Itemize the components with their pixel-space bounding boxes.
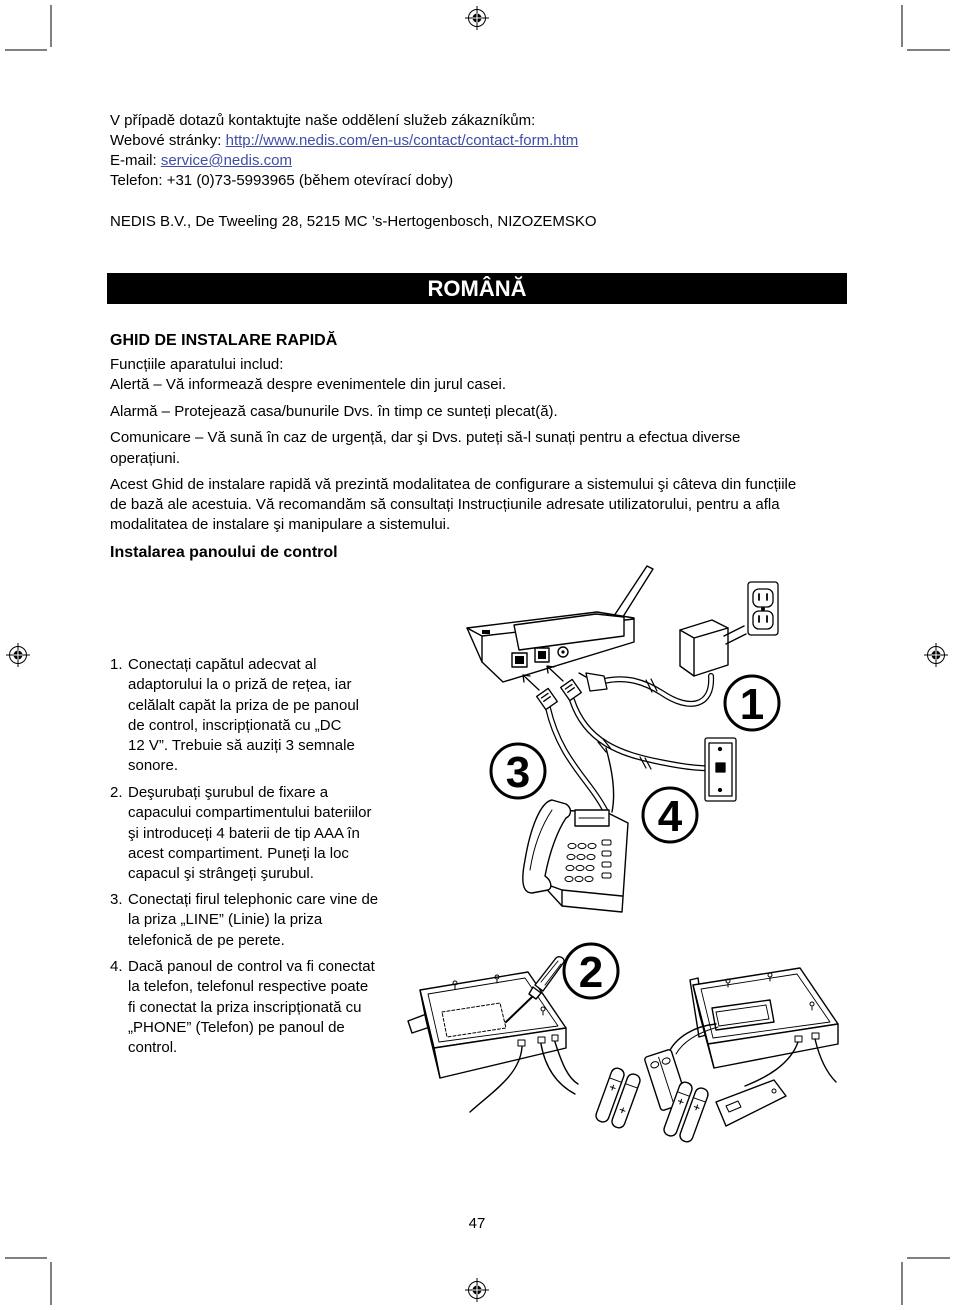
step-item-number: 1. [110, 656, 123, 673]
insert-arrow [523, 675, 539, 690]
function-key [602, 851, 611, 856]
batteries-left [594, 1067, 641, 1130]
step-item-4 [110, 957, 410, 1058]
screwdriver-handle [535, 957, 564, 991]
step-number: 1 [739, 680, 765, 729]
function-key [602, 840, 611, 845]
contact-block [110, 111, 578, 191]
step-item-text [128, 957, 410, 1058]
phone-cord [606, 748, 614, 812]
control-panel-battery-view [594, 968, 838, 1143]
step-badge-3 [491, 744, 545, 798]
step-item-text [128, 890, 410, 951]
text-line: Conectați firul telephonic care vine de [128, 891, 379, 908]
key [565, 876, 573, 881]
key [586, 865, 594, 870]
text-line: Dacă panoul de control va fi conectat [128, 958, 375, 975]
text-line: telefonică de pe perete. [128, 931, 285, 949]
key [577, 854, 585, 859]
battery-cover-plate [716, 1080, 786, 1126]
step-item-number: 2. [110, 784, 123, 801]
step-item-2 [110, 783, 410, 884]
text-line: de bază ale acestuia. Vă recomandăm să consultați Instrucțiunile adresate utilizatorului, pentru a afla [110, 496, 780, 513]
dc-plug-pin [579, 673, 586, 677]
telephone [523, 800, 628, 912]
phone-cable [548, 708, 606, 812]
wall-phone-jack [705, 738, 736, 801]
text-line: Funcțiile aparatului includ: [110, 356, 284, 373]
contact-web-line [110, 131, 578, 151]
key [575, 876, 583, 881]
function-key [602, 873, 611, 878]
contact-intro: V případě dotazů kontaktujte naše oddělení služeb zákazníkům: [110, 112, 536, 129]
text-line: şi introduceți 4 baterii de tip AAA în [128, 824, 360, 842]
text-line: Conectați capătul adecvat al [128, 656, 317, 673]
section-title-bar [107, 273, 847, 304]
text-line: acest compartiment. Puneți la loc [128, 844, 349, 862]
step-number: 2 [578, 948, 604, 997]
text-line: „PHONE” (Telefon) pe panoul de [128, 1018, 345, 1036]
key [588, 843, 596, 848]
registration-mark-top [465, 6, 489, 30]
line-rj-plug [561, 679, 582, 700]
step-item-3 [110, 890, 410, 951]
step-badge-1 [725, 676, 779, 730]
text-line: la priza „LINE” (Linie) la priza [128, 911, 323, 929]
step-badge-4 [643, 788, 697, 842]
text-line: adaptorului la o priză de rețea, iar [128, 676, 352, 694]
email-label: E-mail: [110, 152, 161, 169]
rear-jack [795, 1036, 802, 1042]
control-panel-rear-view-screwdriver [408, 957, 578, 1112]
registration-mark-right [924, 643, 948, 667]
battery-cover-screw [772, 1089, 776, 1093]
page-number: 47 [468, 1215, 486, 1232]
contact-phone: Telefon: +31 (0)73-5993965 (během otevírací doby) [110, 172, 454, 189]
section-title: ROMÂNĂ [427, 276, 527, 301]
outlet-screw [762, 608, 765, 611]
registration-mark-bottom [465, 1278, 489, 1302]
text-line: celălalt capăt la priza de pe panoul [128, 696, 359, 714]
text-line: Deşurubați şurubul de fixare a [128, 784, 329, 801]
key [568, 843, 576, 848]
rear-jack [812, 1033, 819, 1039]
installation-illustration [408, 566, 838, 1143]
key [585, 876, 593, 881]
insert-arrow [547, 666, 563, 681]
contact-email-line [110, 151, 578, 171]
web-link[interactable]: http://www.nedis.com/en-us/contact/contact-form.htm [225, 132, 579, 149]
text-line: de control, inscripționată cu „DC [128, 716, 342, 734]
text-line: capacului compartimentului bateriilor [128, 804, 372, 822]
rear-jack [538, 1037, 545, 1043]
text-line: 12 V”. Trebuie să auziți 3 semnale [128, 737, 355, 755]
alarm-paragraph: Alarmă – Protejează casa/bunurile Dvs. în timp ce sunteți plecat(ă). [110, 403, 558, 420]
key [578, 843, 586, 848]
step-item-number: 3. [110, 891, 123, 908]
text-line: control. [128, 1039, 178, 1057]
intro-paragraph [110, 475, 796, 535]
step-number: 3 [505, 748, 531, 797]
function-key [602, 862, 611, 867]
guide-subheading: Instalarea panoului de control [110, 544, 338, 561]
key [567, 854, 575, 859]
status-led [482, 630, 490, 634]
text-line: Comunicare – Vă sună în caz de urgență, dar şi Dvs. puteți să-l sunați pentru a efectua diverse [110, 429, 741, 446]
step-badge-2 [564, 944, 618, 998]
phone-jack-socket [515, 656, 524, 664]
features-paragraph [110, 355, 506, 395]
text-line: Alertă – Vă informează despre evenimentele din jurul casei. [110, 376, 507, 393]
text-line: modalitatea de instalare şi manipulare a sistemului. [110, 516, 451, 533]
text-line: operațiuni. [110, 450, 181, 467]
step-item-1 [110, 655, 410, 777]
wall-outlet [748, 582, 778, 635]
text-line: Acest Ghid de instalare rapidă vă prezintă modalitatea de configurare a sistemului şi câteva din funcțiile [110, 476, 797, 493]
adapter-prong [726, 634, 746, 644]
registration-mark-left [6, 643, 30, 667]
step-number: 4 [657, 792, 683, 841]
step-item-number: 4. [110, 958, 123, 975]
rear-jack [552, 1035, 558, 1041]
text-line: capacul şi strângeți şurubul. [128, 865, 314, 883]
jack-screw [719, 748, 722, 751]
dc-jack-pin [561, 650, 564, 653]
jack-screw [719, 789, 722, 792]
adapter-body [680, 620, 728, 676]
rear-jack [518, 1040, 525, 1046]
email-link[interactable]: service@nedis.com [160, 152, 292, 169]
power-cable [604, 676, 711, 704]
key [566, 865, 574, 870]
power-adapter [680, 620, 746, 676]
text-line: fi conectat la priza inscripționată cu [128, 998, 362, 1016]
phone-rj-plug [537, 688, 558, 709]
line-jack-socket [538, 651, 546, 659]
dc-plug [586, 673, 607, 691]
web-label: Webové stránky: [110, 132, 226, 149]
text-line: sonore. [128, 757, 179, 775]
outlet-socket [753, 611, 773, 629]
step-item-text [128, 783, 410, 884]
jack-socket [716, 763, 725, 772]
key [587, 854, 595, 859]
contact-address: NEDIS B.V., De Tweeling 28, 5215 MC ’s-Hertogenbosch, NIZOZEMSKO [110, 213, 597, 230]
outlet-socket [753, 589, 773, 607]
control-panel-front-view [467, 566, 653, 682]
battery-cover [716, 1080, 786, 1126]
communication-paragraph [110, 428, 740, 469]
key [576, 865, 584, 870]
step-item-text [128, 655, 410, 777]
text-line: la telefon, telefonul respective poate [128, 978, 369, 996]
guide-heading: GHID DE INSTALARE RAPIDĂ [110, 332, 338, 349]
